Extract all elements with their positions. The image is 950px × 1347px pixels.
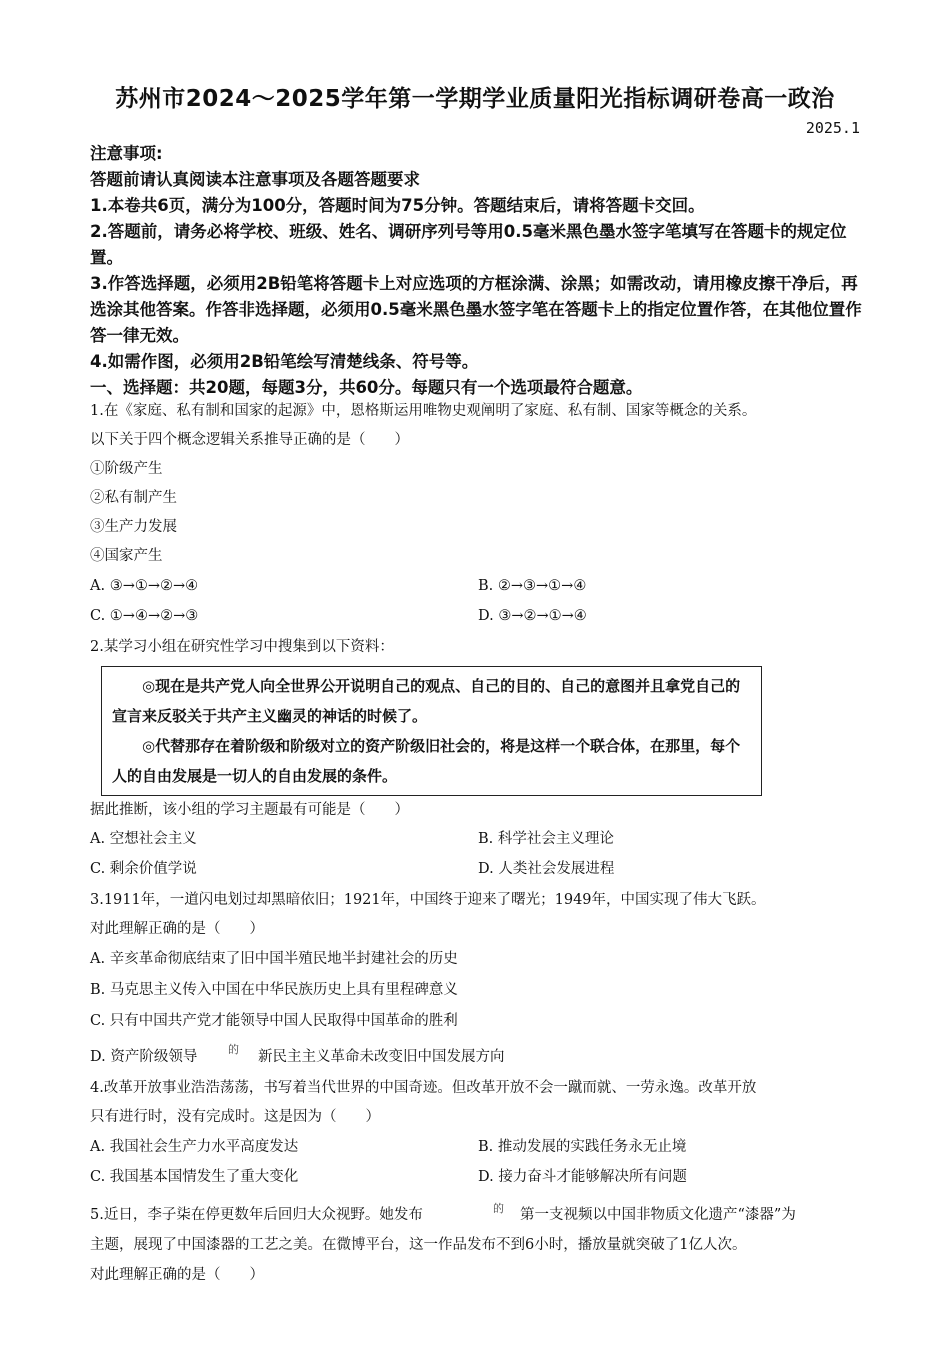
notice-item-1: 1.本卷共6页，满分为100分，答题时间为75分钟。答题结束后，请将答题卡交回。 bbox=[90, 196, 705, 215]
q2-option-d: D. 人类社会发展进程 bbox=[478, 861, 615, 877]
q5-stem-b: 第一支视频以中国非物质文化遗产“漆器”为 bbox=[520, 1207, 796, 1223]
q2-stem-2: 据此推断，该小组的学习主题最有可能是（ ） bbox=[90, 802, 409, 818]
notice-subheading: 答题前请认真阅读本注意事项及各题答题要求 bbox=[90, 170, 420, 189]
q3-option-d-mark: 的 bbox=[228, 1043, 239, 1056]
q4-option-d: D. 接力奋斗才能够解决所有问题 bbox=[478, 1169, 687, 1185]
q1-option-b: B. ②→③→①→④ bbox=[478, 578, 587, 594]
notice-item-4: 4.如需作图，必须用2B铅笔绘写清楚线条、符号等。 bbox=[90, 352, 479, 371]
q4-option-b: B. 推动发展的实践任务永无止境 bbox=[478, 1139, 687, 1155]
q2-stem: 2.某学习小组在研究性学习中搜集到以下资料： bbox=[90, 639, 394, 655]
q3-option-d-rest: 新民主主义革命未改变旧中国发展方向 bbox=[258, 1049, 505, 1065]
q1-item-4: ④国家产生 bbox=[90, 548, 163, 564]
q1-item-2: ②私有制产生 bbox=[90, 490, 177, 506]
q1-option-d: D. ③→②→①→④ bbox=[478, 608, 587, 624]
q1-item-1: ①阶级产生 bbox=[90, 461, 163, 477]
q1-option-c: C. ①→④→②→③ bbox=[90, 608, 199, 624]
q2-option-b: B. 科学社会主义理论 bbox=[478, 831, 614, 847]
q5-stem-3: 对此理解正确的是（ ） bbox=[90, 1267, 264, 1283]
q2-quote-box bbox=[101, 666, 762, 796]
q1-item-3: ③生产力发展 bbox=[90, 519, 177, 535]
q3-option-d: D. 资产阶级领导 bbox=[90, 1049, 198, 1065]
q5-stem-2: 主题，展现了中国漆器的工艺之美。在微博平台，这一作品发布不到6小时，播放量就突破了1亿人次。 bbox=[90, 1237, 747, 1253]
q4-option-c: C. 我国基本国情发生了重大变化 bbox=[90, 1169, 299, 1185]
q1-stem-2: 以下关于四个概念逻辑关系推导正确的是（ ） bbox=[90, 432, 409, 448]
q3-option-c: C. 只有中国共产党才能领导中国人民取得中国革命的胜利 bbox=[90, 1013, 458, 1029]
q3-option-a: A. 辛亥革命彻底结束了旧中国半殖民地半封建社会的历史 bbox=[90, 951, 458, 967]
notice-item-3: 3.作答选择题，必须用2B铅笔将答题卡上对应选项的方框涂满、涂黑；如需改动，请用橡皮擦干净后，再选涂其他答案。作答非选择题，必须用0.5毫米黑色墨水签字笔在答题卡上的指定位置作答，在其他位置作答一律无效。 bbox=[90, 274, 862, 345]
notice-item-2: 2.答题前，请务必将学校、班级、姓名、调研序列号等用0.5毫米黑色墨水签字笔填写在答题卡的规定位置。 bbox=[90, 222, 847, 267]
q4-stem: 4.改革开放事业浩浩荡荡，书写着当代世界的中国奇迹。但改革开放不会一蹴而就、一劳永逸。改革开放 bbox=[90, 1080, 757, 1096]
q1-stem: 1.在《家庭、私有制和国家的起源》中，恩格斯运用唯物史观阐明了家庭、私有制、国家等概念的关系。 bbox=[90, 403, 757, 419]
q3-option-b: B. 马克思主义传入中国在中华民族历史上具有里程碑意义 bbox=[90, 982, 458, 998]
section-heading: 一、选择题：共20题，每题3分，共60分。每题只有一个选项最符合题意。 bbox=[90, 378, 643, 397]
page-title: 苏州市2024～2025学年第一学期学业质量阳光指标调研卷高一政治 bbox=[115, 86, 835, 112]
q3-stem: 3.1911年，一道闪电划过却黑暗依旧；1921年，中国终于迎来了曙光；1949年，中国实现了伟大飞跃。 bbox=[90, 892, 766, 908]
q5-stem-a: 5.近日，李子柒在停更数年后回归大众视野。她发布 bbox=[90, 1207, 423, 1223]
q2-option-a: A. 空想社会主义 bbox=[90, 831, 197, 847]
q2-quote-1: ◎现在是共产党人向全世界公开说明自己的观点、自己的目的、自己的意图并且拿党自己的宣言来反驳关于共产主义幽灵的神话的时候了。 bbox=[112, 677, 741, 725]
q2-quote-2: ◎代替那存在着阶级和阶级对立的资产阶级旧社会的，将是这样一个联合体，在那里，每个人的自由发展是一切人的自由发展的条件。 bbox=[112, 737, 741, 785]
q1-option-a: A. ③→①→②→④ bbox=[90, 578, 199, 594]
q3-stem-2: 对此理解正确的是（ ） bbox=[90, 921, 264, 937]
notice-heading: 注意事项: bbox=[90, 144, 163, 163]
q4-stem-2: 只有进行时，没有完成时。这是因为（ ） bbox=[90, 1109, 380, 1125]
exam-date: 2025.1 bbox=[805, 119, 860, 137]
q2-option-c: C. 剩余价值学说 bbox=[90, 861, 197, 877]
q4-option-a: A. 我国社会生产力水平高度发达 bbox=[90, 1139, 299, 1155]
q5-stem-mark: 的 bbox=[493, 1202, 504, 1215]
